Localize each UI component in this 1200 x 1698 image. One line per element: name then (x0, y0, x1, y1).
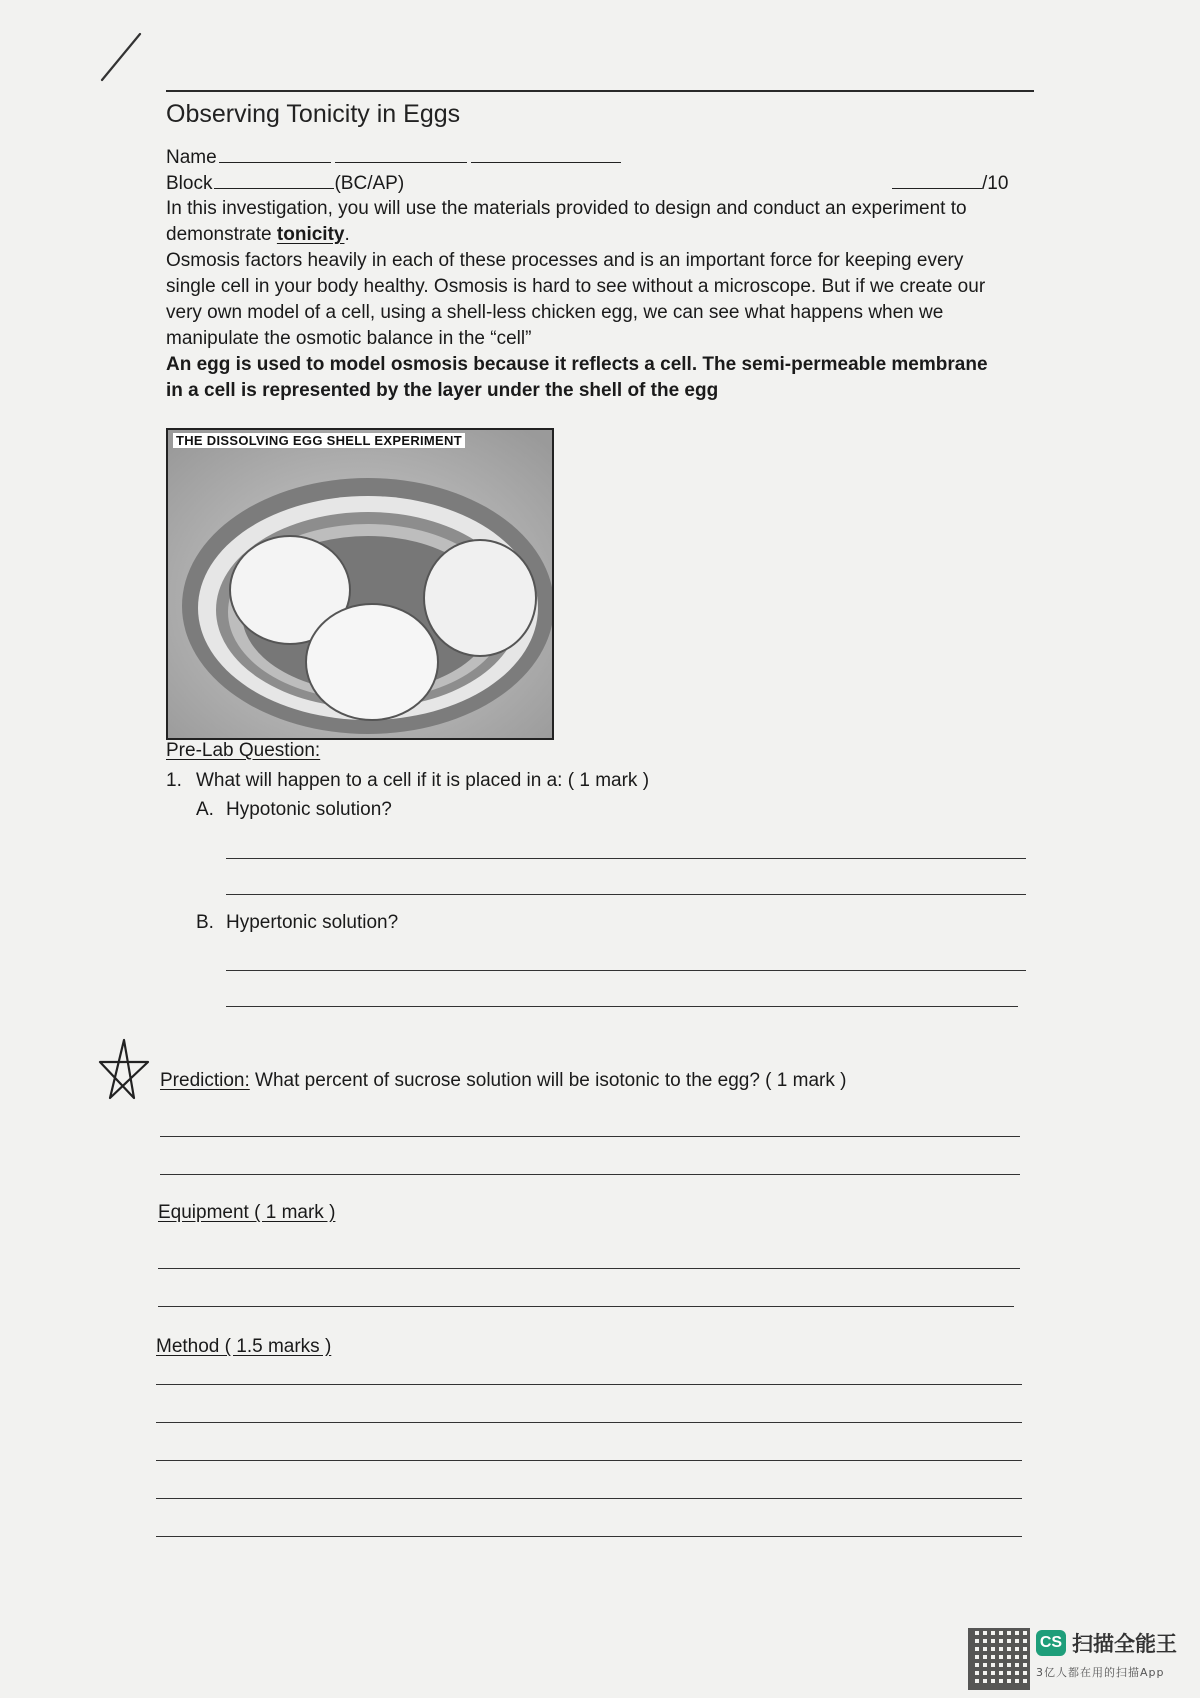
model-para-line-1: An egg is used to model osmosis because it reflects a cell. The semi-permeable membrane (166, 354, 988, 375)
intro-line-2-prefix: demonstrate (166, 224, 277, 245)
block-blank[interactable] (214, 170, 334, 189)
intro-line-1: In this investigation, you will use the materials provided to design and conduct an experiment to (166, 198, 967, 219)
equipment-answer-line-2[interactable] (158, 1306, 1014, 1307)
question-1b-text: Hypertonic solution? (226, 912, 399, 933)
prediction-answer-line-2[interactable] (160, 1174, 1020, 1175)
name-blank-3[interactable] (471, 144, 621, 163)
prediction-row (160, 1068, 846, 1094)
page-title: Observing Tonicity in Eggs (166, 100, 461, 128)
method-answer-line-5[interactable] (156, 1536, 1022, 1537)
intro-line-2-suffix: . (344, 224, 350, 245)
question-1a-label: A. (196, 799, 214, 820)
score-row (892, 170, 1008, 197)
method-answer-line-1[interactable] (156, 1384, 1022, 1385)
method-answer-line-2[interactable] (156, 1422, 1022, 1423)
block-suffix: (BC/AP) (334, 173, 405, 194)
question-1-number: 1. (166, 770, 182, 791)
egg-photo (166, 428, 554, 740)
star-icon (96, 1036, 152, 1104)
osmosis-para-line-1: Osmosis factors heavily in each of these processes and is an important force for keeping every (166, 250, 964, 271)
equipment-heading: Equipment ( 1 mark ) (158, 1202, 336, 1223)
question-1a-text: Hypotonic solution? (226, 799, 392, 820)
score-total: /10 (982, 173, 1009, 194)
model-para-line-2: in a cell is represented by the layer under the shell of the egg (166, 380, 719, 401)
prediction-text: What percent of sucrose solution will be isotonic to the egg? ( 1 mark ) (249, 1070, 847, 1091)
answer-line-1b-1[interactable] (226, 970, 1026, 971)
question-1b-label: B. (196, 912, 214, 933)
top-rule (166, 90, 1034, 92)
scanner-tagline: 3亿人都在用的扫描App (1036, 1666, 1165, 1679)
answer-line-1a-1[interactable] (226, 858, 1026, 859)
equipment-answer-line-1[interactable] (158, 1268, 1020, 1269)
osmosis-para-line-2: single cell in your body healthy. Osmosis is hard to see without a microscope. But if we create our (166, 276, 986, 297)
egg-dish-illustration (168, 430, 552, 738)
tonicity-keyword: tonicity (276, 224, 345, 245)
method-answer-line-4[interactable] (156, 1498, 1022, 1499)
name-blank-1[interactable] (219, 144, 331, 163)
scanner-logo: CS (1036, 1630, 1066, 1656)
block-label: Block (166, 173, 213, 194)
osmosis-para-line-4: manipulate the osmotic balance in the “cell” (166, 328, 532, 349)
prelab-heading: Pre-Lab Question: (166, 740, 321, 761)
answer-line-1b-2[interactable] (226, 1006, 1018, 1007)
prediction-label: Prediction: (160, 1070, 250, 1091)
question-1-text: What will happen to a cell if it is placed in a: ( 1 mark ) (196, 770, 650, 791)
intro-line-2 (166, 222, 350, 248)
method-heading: Method ( 1.5 marks ) (156, 1336, 332, 1357)
block-row (166, 170, 404, 197)
name-label: Name (166, 147, 217, 168)
name-row (166, 144, 621, 171)
answer-line-1a-2[interactable] (226, 894, 1026, 895)
score-blank[interactable] (892, 170, 982, 189)
qr-code-icon (968, 1628, 1030, 1690)
osmosis-para-line-3: very own model of a cell, using a shell-less chicken egg, we can see what happens when we (166, 302, 944, 323)
scanner-brand: 扫描全能王 (1072, 1632, 1177, 1656)
pen-stroke-mark (96, 30, 146, 86)
figure-caption: THE DISSOLVING EGG SHELL EXPERIMENT (173, 433, 465, 448)
name-blank-2[interactable] (335, 144, 467, 163)
method-answer-line-3[interactable] (156, 1460, 1022, 1461)
prediction-answer-line-1[interactable] (160, 1136, 1020, 1137)
